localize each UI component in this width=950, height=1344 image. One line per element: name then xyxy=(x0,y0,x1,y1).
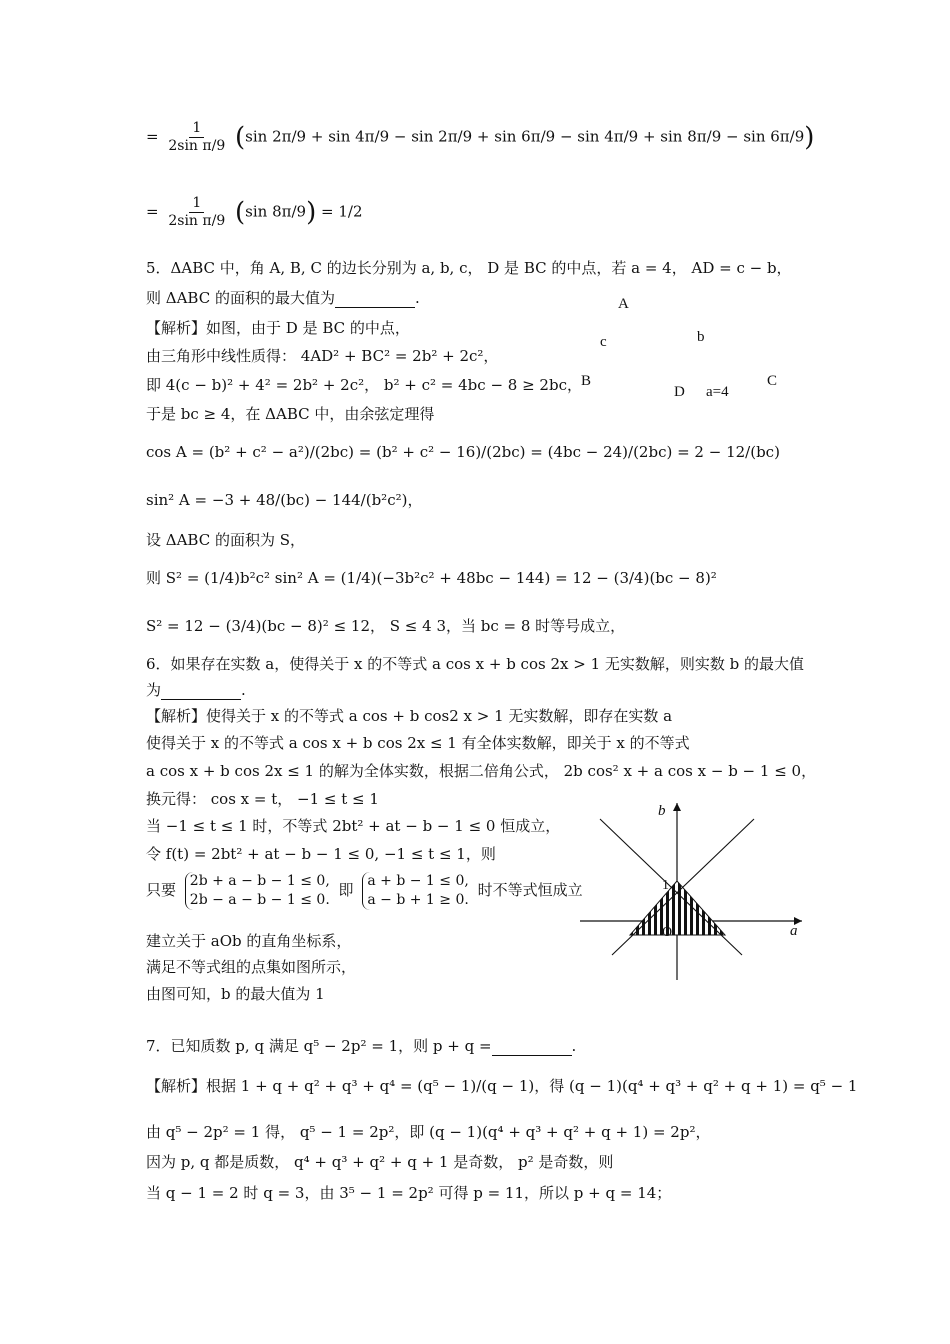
fraction xyxy=(165,120,228,155)
q5-solution-9: S² = 12 − (3/4)(bc − 8)² ≤ 12， S ≤ 4 3，当 bc = 8 时等号成立， xyxy=(146,617,626,635)
feasible-region xyxy=(630,881,725,935)
q6-inequality-system xyxy=(146,872,583,910)
system-2-line-a: a + b − 1 ≤ 0, xyxy=(367,873,469,889)
period: . xyxy=(414,289,420,307)
q6-statement-line1: 6．如果存在实数 a，使得关于 x 的不等式 a cos x + b cos 2x > 1 无实数解，则实数 b 的最大值 xyxy=(146,655,805,673)
system-connector: 即 xyxy=(338,881,354,899)
q7-solution-1: 【解析】根据 1 + q + q² + q³ + q⁴ = (q⁵ − 1)/(q − 1)，得 (q − 1)(q⁴ + q³ + q² + q + 1) = q⁵ − 1 xyxy=(146,1077,858,1095)
q5-prompt: 则 ΔABC 的面积的最大值为 xyxy=(146,289,335,307)
q6-solution-5: 当 −1 ≤ t ≤ 1 时，不等式 2bt² + at − b − 1 ≤ 0 恒成立， xyxy=(146,817,561,835)
q5-solution-7: 设 ΔABC 的面积为 S， xyxy=(146,531,306,549)
sine-terms: sin 2π/9 + sin 4π/9 − sin 2π/9 + sin 6π/9 − sin 4π/9 + sin 8π/9 − sin 6π/9 xyxy=(245,127,805,146)
system-1 xyxy=(185,872,330,910)
q6-solution-10: 由图可知，b 的最大值为 1 xyxy=(146,985,325,1003)
answer-blank xyxy=(492,1041,572,1056)
q7-statement xyxy=(146,1036,576,1056)
formula-row-1: = $\frac{1}{\text{2sin π/9}}$ (sin 2π/9 + sin 4π/9 − sin 2π/9 + sin 6π/9 − sin 4π/9 + sin 8π/9 − sin 6π/9) xyxy=(146,120,815,154)
system-suffix: 时不等式恒成立 xyxy=(477,881,583,899)
a-axis-label: a xyxy=(790,923,798,939)
equals-sign: = xyxy=(146,127,159,146)
midpoint-label-d: D xyxy=(674,384,685,400)
vertex-label-a: A xyxy=(618,296,629,312)
system-1-line-a: 2b + a − b − 1 ≤ 0, xyxy=(189,873,330,889)
q6-prompt: 为 xyxy=(146,681,162,699)
answer-blank xyxy=(335,293,415,308)
q6-solution-4: 换元得： cos x = t， −1 ≤ t ≤ 1 xyxy=(146,790,379,808)
formula-row-2: = $\frac{1}{\text{2sin π/9}}$ (sin 8π/9) = 1/2 xyxy=(146,195,363,229)
side-label-a: a=4 xyxy=(706,384,729,400)
fraction xyxy=(165,195,228,230)
q6-solution-8: 建立关于 aOb 的直角坐标系， xyxy=(146,932,352,950)
q5-solution-4: 于是 bc ≥ 4，在 ΔABC 中，由余弦定理得 xyxy=(146,405,435,423)
numerator: 1 xyxy=(189,195,204,213)
numerator: 1 xyxy=(189,120,204,138)
q5-statement-line2 xyxy=(146,288,420,308)
q5-solution-5: cos A = (b² + c² − a²)/(2bc) = (b² + c² − 16)/(2bc) = (4bc − 24)/(2bc) = 2 − 12/(bc) xyxy=(146,443,780,461)
region-figure xyxy=(570,795,810,985)
sine-term: sin 8π/9 xyxy=(245,202,307,221)
result: = 1/2 xyxy=(321,202,363,221)
system-1-line-b: 2b − a − b − 1 ≤ 0. xyxy=(189,892,330,908)
q7-solution-4: 当 q − 1 = 2 时 q = 3，由 3⁵ − 1 = 2p² 可得 p = 11，所以 p + q = 14； xyxy=(146,1184,672,1202)
q7-solution-2: 由 q⁵ − 2p² = 1 得， q⁵ − 1 = 2p²，即 (q − 1)(q⁴ + q³ + q² + q + 1) = 2p²， xyxy=(146,1123,711,1141)
side-label-c: c xyxy=(600,334,607,350)
system-2 xyxy=(362,872,468,910)
system-prefix: 只要 xyxy=(146,881,177,899)
answer-blank xyxy=(161,685,241,700)
q6-solution-2: 使得关于 x 的不等式 a cos x + b cos 2x ≤ 1 有全体实数解，即关于 x 的不等式 xyxy=(146,734,690,752)
origin-label: O xyxy=(662,925,673,940)
q5-solution-3: 即 4(c − b)² + 4² = 2b² + 2c²， b² + c² = 4bc − 8 ≥ 2bc， xyxy=(146,376,582,394)
denominator: 2sin π/9 xyxy=(168,213,226,229)
intercept-label: 1 xyxy=(662,878,669,893)
q7-prompt: 7．已知质数 p, q 满足 q⁵ − 2p² = 1，则 p + q = xyxy=(146,1037,492,1055)
equals-sign: = xyxy=(146,202,159,221)
q5-solution-8: 则 S² = (1/4)b²c² sin² A = (1/4)(−3b²c² + 48bc − 144) = 12 − (3/4)(bc − 8)² xyxy=(146,569,717,587)
b-axis-label: b xyxy=(658,803,666,819)
q6-statement-line2 xyxy=(146,680,246,700)
q5-solution-6: sin² A = −3 + 48/(bc) − 144/(b²c²)， xyxy=(146,491,423,509)
q7-solution-3: 因为 p, q 都是质数， q⁴ + q³ + q² + q + 1 是奇数， p² 是奇数，则 xyxy=(146,1153,614,1171)
q6-solution-3: a cos x + b cos 2x ≤ 1 的解为全体实数，根据二倍角公式， 2b cos² x + a cos x − b − 1 ≤ 0， xyxy=(146,762,817,780)
q5-solution-1: 【解析】如图，由于 D 是 BC 的中点， xyxy=(146,319,410,337)
period: . xyxy=(241,681,246,699)
q6-solution-9: 满足不等式组的点集如图所示， xyxy=(146,958,357,976)
b-axis-arrow-icon xyxy=(673,803,681,811)
side-label-b: b xyxy=(697,329,705,345)
period: . xyxy=(571,1037,577,1055)
vertex-label-b: B xyxy=(581,373,592,389)
q6-solution-6: 令 f(t) = 2bt² + at − b − 1 ≤ 0, −1 ≤ t ≤ 1，则 xyxy=(146,845,496,863)
vertex-label-c: C xyxy=(767,373,778,389)
denominator: 2sin π/9 xyxy=(168,138,226,154)
q5-statement-line1: 5．ΔABC 中，角 A, B, C 的边长分别为 a, b, c， D 是 BC 的中点，若 a = 4， AD = c − b， xyxy=(146,259,792,277)
system-2-line-b: a − b + 1 ≥ 0. xyxy=(367,892,469,908)
q5-solution-2: 由三角形中线性质得： 4AD² + BC² = 2b² + 2c²， xyxy=(146,347,499,365)
q6-solution-1: 【解析】使得关于 x 的不等式 a cos + b cos2 x > 1 无实数解，即存在实数 a xyxy=(146,707,673,725)
